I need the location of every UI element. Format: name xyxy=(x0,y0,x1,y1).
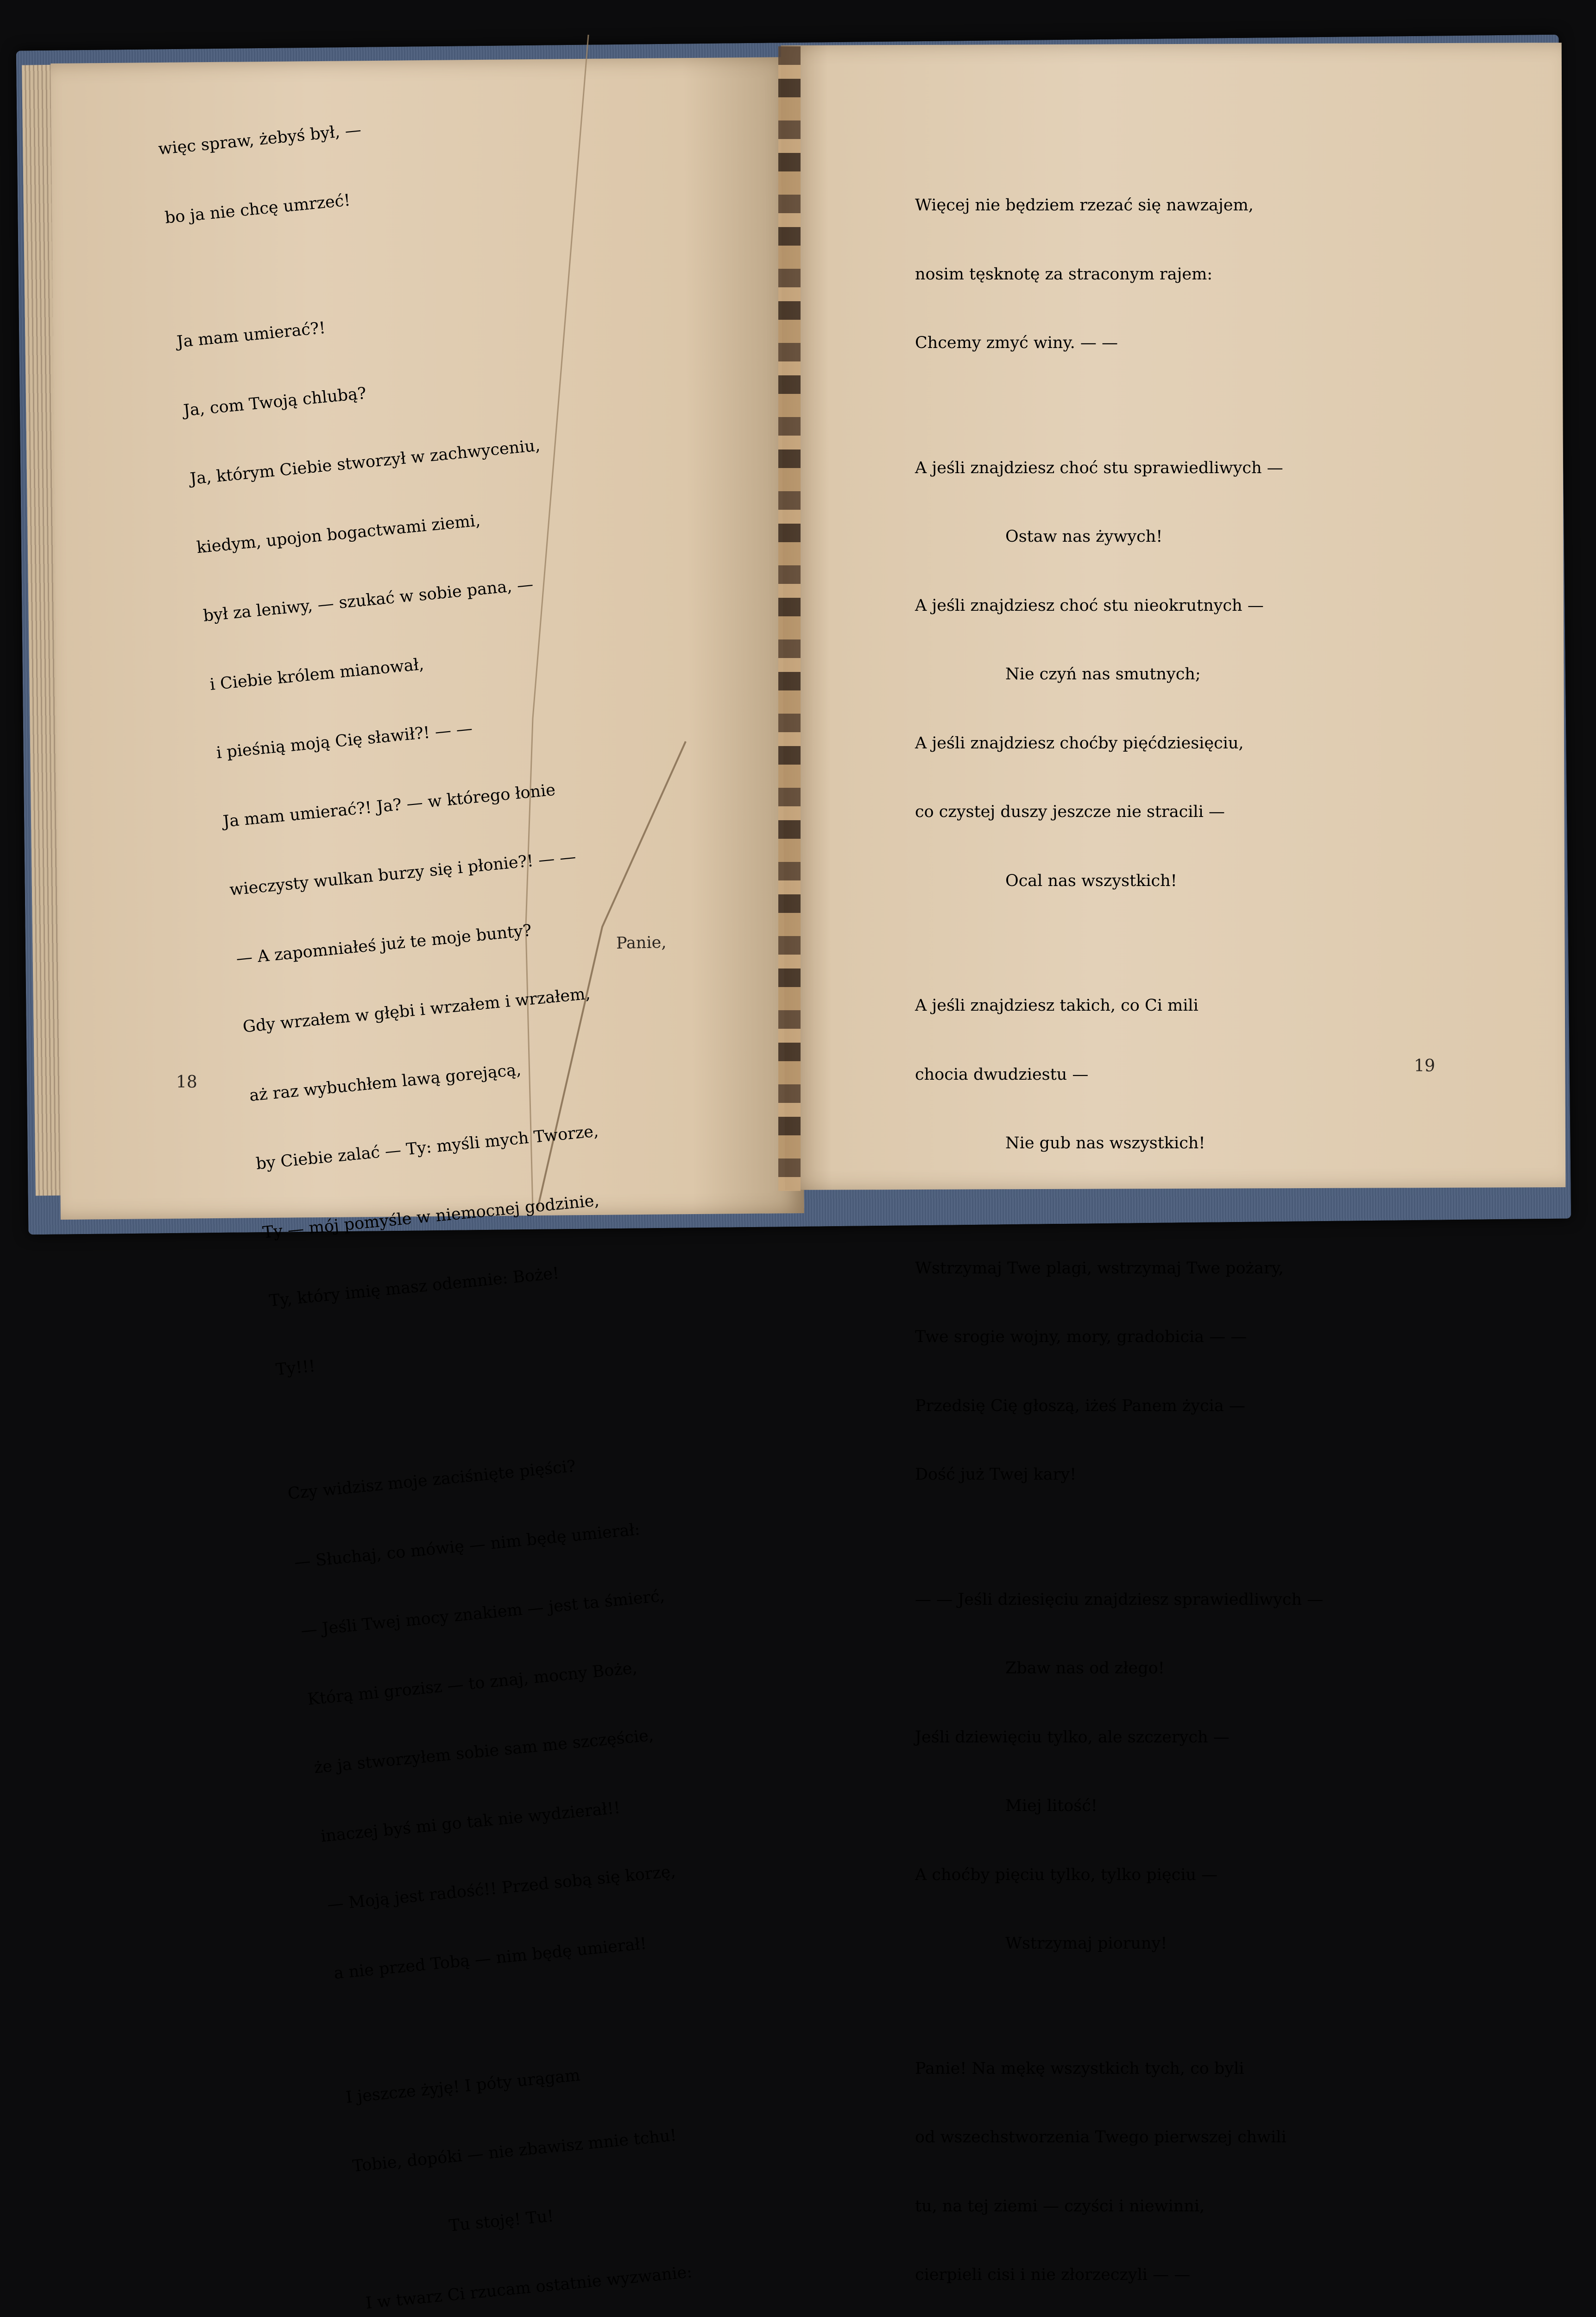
verse-line: a nie przed Tobą — nim będę umierał! xyxy=(333,1934,648,1983)
stanza-gap xyxy=(915,401,1323,411)
verse-line: Ty — mój pomyśle w niemocnej godzinie, xyxy=(261,1191,600,1242)
stanza-gap xyxy=(915,938,1323,949)
verse-line: chocia dwudziestu — xyxy=(915,1065,1089,1084)
verse-line: bo ja nie chcę umrzeć! xyxy=(164,190,351,228)
panie-word: Panie, xyxy=(616,933,667,953)
verse-line: że ja stworzyłem sobie sam me szczęście, xyxy=(313,1726,655,1778)
verse-line: Ty, który imię masz odemnie: Boże! xyxy=(268,1264,560,1310)
verse-line-indented: Miej litość! xyxy=(1005,1797,1098,1815)
verse-line: był za leniwy, — szukać w sobie pana, — xyxy=(202,575,534,626)
verse-line: I w twarz Ci rzucam ostatnie wyzwanie: xyxy=(365,2262,693,2313)
verse-line: Którą mi grozisz — to znaj, mocny Boże, xyxy=(306,1659,638,1709)
verse-line: Gdy wrzałem w głębi i wrzałem i wrzałem, xyxy=(242,984,591,1037)
verse-line: Ja, com Twoją chlubą? xyxy=(183,384,367,420)
verse-line: Więcej nie będziem rzezać się nawzajem, xyxy=(915,196,1254,215)
verse-line: tu, na tej ziemi — czyści i niewinni, xyxy=(915,2197,1205,2216)
verse-line-indented: Zbaw nas od złego! xyxy=(1005,1659,1165,1678)
verse-line: Ja mam umierać?! xyxy=(176,318,327,352)
verse-line: więc spraw, żebyś był, — xyxy=(157,120,362,159)
verse-line: — Jeśli Twej mocy znakiem — jest ta śmierć, xyxy=(300,1587,666,1640)
verse-line: A jeśli znajdziesz choćby pięćdziesięciu, xyxy=(915,734,1244,753)
verse-line: inaczej byś mi go tak nie wydzierał!! xyxy=(320,1798,621,1846)
stanza-gap xyxy=(340,1995,710,2041)
verse-line: Czy widzisz moje zaciśnięte pięści? xyxy=(287,1457,577,1503)
verse-line-indented: Nie gub nas wszystkich! xyxy=(1005,1134,1205,1152)
verse-line-indented: Wstrzymaj pioruny! xyxy=(1005,1934,1167,1953)
verse-line: Przedsię Cię głoszą, iżeś Panem życia — xyxy=(915,1396,1245,1415)
stanza-gap xyxy=(915,2001,1323,2012)
verse-line-indented: Nie czyń nas smutnych; xyxy=(1005,665,1201,684)
stanza-gap xyxy=(281,1392,651,1437)
verse-line: Ja, którym Ciebie stworzył w zachwyceniu, xyxy=(189,436,541,489)
verse-line-indented: Ostaw nas żywych! xyxy=(1005,527,1163,546)
verse-line: cierpieli cisi i nie złorzeczyli — — xyxy=(915,2266,1191,2284)
verse-line: nosim tęsknotę za straconym rajem: xyxy=(915,265,1213,284)
verse-line: kiedym, upojon bogactwami ziemi, xyxy=(196,511,481,557)
verse-line: wieczysty wulkan burzy się i płonie?! — — xyxy=(228,848,577,899)
verse-line: A choćby pięciu tylko, tylko pięciu — xyxy=(915,1865,1218,1884)
page-number-left: 18 xyxy=(176,1073,197,1092)
verse-line: — A zapomniałeś już te moje bunty? xyxy=(235,921,533,968)
right-page-text xyxy=(915,148,1323,2317)
verse-line: Ty!!! xyxy=(275,1356,316,1379)
verse-line: i pieśnią moją Cię sławił?! — — xyxy=(215,719,473,763)
verse-line: aż raz wybuchłem lawą gorejącą, xyxy=(248,1060,522,1105)
verse-line: co czystej duszy jeszcze nie stracili — xyxy=(915,803,1225,821)
verse-line: Chcemy zmyć winy. — — xyxy=(915,334,1118,352)
stanza-gap xyxy=(170,240,541,285)
verse-line: Twe srogie wojny, mory, gradobicia — — xyxy=(915,1328,1247,1346)
book-spine-gutter xyxy=(778,46,801,1191)
verse-line: A jeśli znajdziesz choć stu sprawiedliwych — xyxy=(915,458,1283,477)
verse-line: I jeszcze żyję! I póty urągam xyxy=(345,2066,581,2107)
verse-line: i Ciebie królem mianował, xyxy=(209,655,425,694)
verse-line: Panie! Na mękę wszystkich tych, co byli xyxy=(915,2059,1244,2078)
verse-line-indented: Tu stoję! Tu! xyxy=(448,2207,555,2235)
verse-line: Ja mam umierać?! Ja? — w którego łonie xyxy=(222,780,556,831)
verse-line: od wszechstworzenia Twego pierwszej chwili xyxy=(915,2128,1287,2146)
verse-line: Wstrzymaj Twe plagi, wstrzymaj Twe pożary, xyxy=(915,1259,1284,1278)
verse-line: — Słuchaj, co mówię — nim będę umierał: xyxy=(293,1520,641,1572)
page-number-right: 19 xyxy=(1414,1057,1435,1076)
verse-line: Dość już Twej kary! xyxy=(915,1465,1077,1484)
verse-line: Tobie, dopóki — nie zbawisz mnie tchu! xyxy=(351,2126,677,2176)
stanza-gap xyxy=(915,1532,1323,1543)
verse-line: — — Jeśli dziesięciu znajdziesz sprawiedliwych — xyxy=(915,1590,1324,1609)
verse-line-indented: Ocal nas wszystkich! xyxy=(1005,871,1177,890)
verse-line: — Moją jest radość!! Przed sobą się korzę, xyxy=(326,1862,677,1914)
verse-line: A jeśli znajdziesz choć stu nieokrutnych — xyxy=(915,596,1264,615)
verse-line: A jeśli znajdziesz takich, co Ci mili xyxy=(915,996,1199,1015)
stanza-gap xyxy=(915,1201,1323,1211)
verse-line: by Ciebie zalać — Ty: myśli mych Tworze, xyxy=(255,1122,599,1174)
verse-line: Jeśli dziewięciu tylko, ale szczerych — xyxy=(915,1728,1230,1747)
